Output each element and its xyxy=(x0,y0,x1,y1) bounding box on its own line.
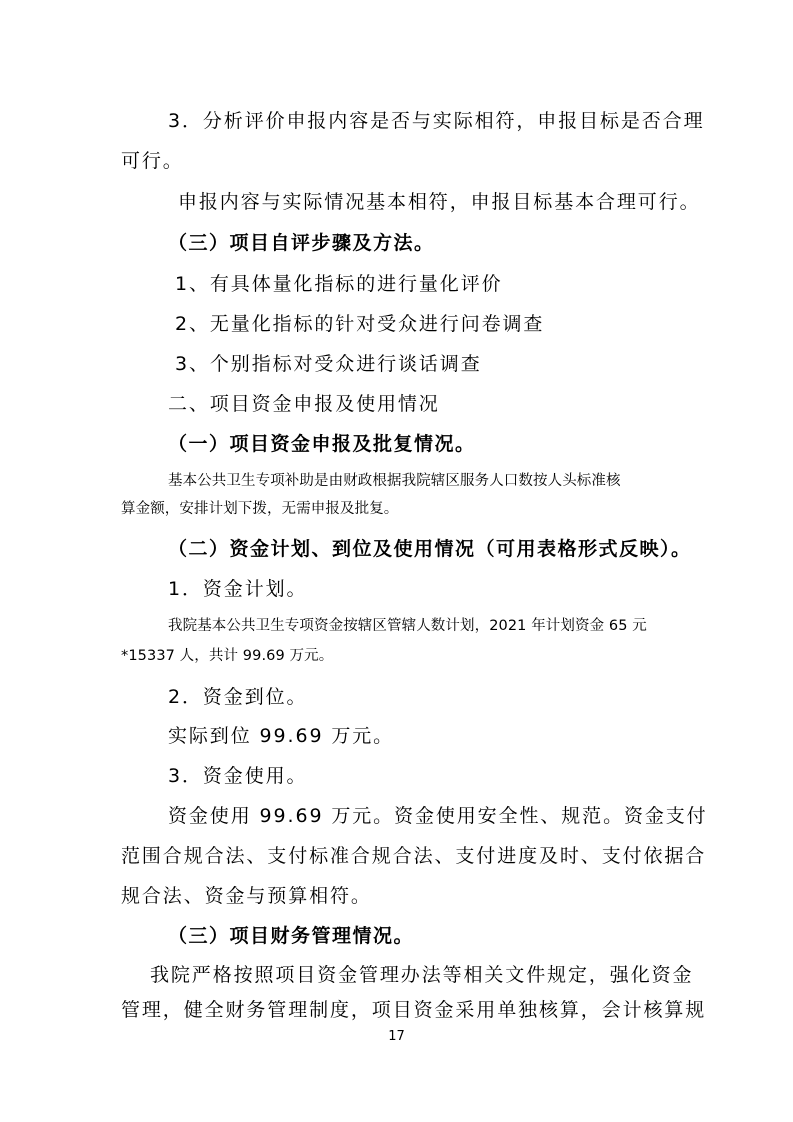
page-number: 17 xyxy=(388,1029,405,1044)
text-line: 基本公共卫生专项补助是由财政根据我院辖区服务人口数按人头标准核 xyxy=(168,473,621,489)
chapter-heading: 二、项目资金申报及使用情况 xyxy=(168,393,440,415)
section-heading: （二）资金计划、到位及使用情况（可用表格形式反映）。 xyxy=(168,538,692,560)
text-line: 规合法、资金与预算相符。 xyxy=(121,885,372,907)
text-line: 实际到位 99.69 万元。 xyxy=(168,725,395,747)
text-line: *15337 人，共计 99.69 万元。 xyxy=(121,648,334,664)
list-item: 3、个别指标对受众进行谈话调查 xyxy=(175,353,482,375)
list-item: 1、有具体量化指标的进行量化评价 xyxy=(175,273,503,295)
text-line: 资金使用 99.69 万元。资金使用安全性、规范。资金支付 xyxy=(168,805,708,827)
text-line: 申报内容与实际情况基本相符，申报目标基本合理可行。 xyxy=(178,191,701,213)
text-line: 我院严格按照项目资金管理办法等相关文件规定，强化资金 xyxy=(150,964,694,986)
sub-heading: 2．资金到位。 xyxy=(168,686,308,708)
sub-heading: 1．资金计划。 xyxy=(168,578,308,600)
sub-heading: 3．资金使用。 xyxy=(168,765,308,787)
text-line: 我院基本公共卫生专项资金按辖区管辖人数计划，2021 年计划资金 65 元 xyxy=(168,618,647,634)
text-line: 管理，健全财务管理制度，项目资金采用单独核算，会计核算规 xyxy=(121,999,707,1021)
text-line: 3．分析评价申报内容是否与实际相符，申报目标是否合理 xyxy=(168,110,705,132)
section-heading: （三）项目自评步骤及方法。 xyxy=(168,232,435,254)
text-line: 算金额，安排计划下拨，无需申报及批复。 xyxy=(121,501,399,517)
section-heading: （一）项目资金申报及批复情况。 xyxy=(168,433,476,455)
text-line: 可行。 xyxy=(121,150,184,172)
section-heading: （三）项目财务管理情况。 xyxy=(168,925,415,947)
text-line: 范围合规合法、支付标准合规合法、支付进度及时、支付依据合 xyxy=(121,845,707,867)
list-item: 2、无量化指标的针对受众进行问卷调查 xyxy=(175,313,545,335)
